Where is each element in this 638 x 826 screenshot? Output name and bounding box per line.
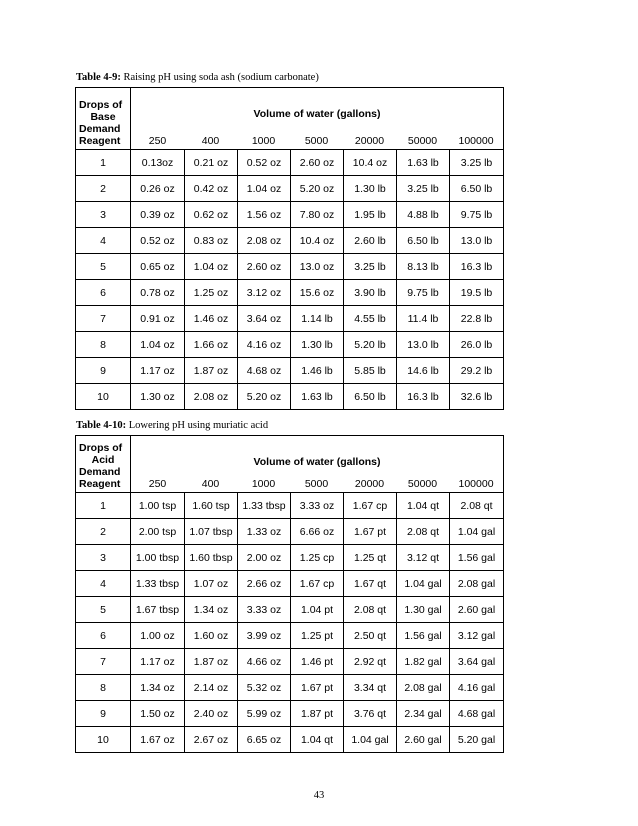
volume-label: 50000 (407, 135, 438, 147)
reagent-drops-cell: 2 (76, 519, 131, 545)
soda-ash-table (75, 87, 504, 410)
dose-cell: 1.50 oz (131, 701, 185, 727)
header-line: Acid (91, 454, 115, 466)
dose-cell: 4.16 gal (450, 675, 504, 701)
table-row (76, 701, 504, 727)
dose-cell: 13.0 oz (291, 254, 344, 280)
page-number: 43 (313, 790, 325, 801)
table-row (76, 384, 504, 410)
reagent-drops-cell: 10 (76, 384, 131, 410)
dose-cell: 2.08 qt (344, 597, 397, 623)
dose-cell: 3.64 gal (450, 649, 504, 675)
dose-cell: 1.25 oz (185, 280, 238, 306)
dose-cell: 0.78 oz (131, 280, 185, 306)
dose-cell: 1.63 lb (397, 150, 450, 176)
dose-cell: 1.60 tsp (185, 493, 238, 519)
reagent-drops-cell: 5 (76, 254, 131, 280)
table-caption (76, 420, 268, 431)
dose-cell: 0.39 oz (131, 202, 185, 228)
dose-cell: 4.88 lb (397, 202, 450, 228)
dose-cell: 5.20 oz (238, 384, 291, 410)
dose-cell: 32.6 lb (450, 384, 504, 410)
dose-cell: 1.00 tbsp (131, 545, 185, 571)
dose-cell: 2.08 qt (397, 519, 450, 545)
dose-cell: 29.2 lb (450, 358, 504, 384)
dose-cell: 3.12 qt (397, 545, 450, 571)
reagent-column-header (76, 88, 131, 150)
reagent-drops-cell: 6 (76, 280, 131, 306)
dose-cell: 1.00 oz (131, 623, 185, 649)
volume-columns (131, 478, 503, 490)
table-row (76, 545, 504, 571)
reagent-drops-cell: 7 (76, 649, 131, 675)
reagent-drops-cell: 3 (76, 545, 131, 571)
dose-cell: 1.04 oz (131, 332, 185, 358)
volume-label: 20000 (354, 135, 385, 147)
dose-cell: 2.08 oz (238, 228, 291, 254)
header-line: Base (90, 111, 116, 123)
reagent-drops-cell: 8 (76, 332, 131, 358)
dose-cell: 2.34 gal (397, 701, 450, 727)
dose-cell: 1.67 pt (344, 519, 397, 545)
table-row (76, 358, 504, 384)
dose-cell: 2.67 oz (185, 727, 238, 753)
dose-cell: 0.26 oz (131, 176, 185, 202)
header-line: Drops of (79, 99, 123, 111)
dose-cell: 7.80 oz (291, 202, 344, 228)
dose-cell: 5.32 oz (238, 675, 291, 701)
dose-cell: 1.46 pt (291, 649, 344, 675)
dose-cell: 3.12 gal (450, 623, 504, 649)
table-row (76, 332, 504, 358)
dose-cell: 2.00 oz (238, 545, 291, 571)
dose-cell: 16.3 lb (397, 384, 450, 410)
dose-cell: 1.66 oz (185, 332, 238, 358)
dose-cell: 5.20 oz (291, 176, 344, 202)
volume-label: 50000 (407, 478, 438, 490)
volume-label: 1000 (251, 478, 276, 490)
dose-cell: 4.16 oz (238, 332, 291, 358)
dose-cell: 1.87 oz (185, 358, 238, 384)
dose-cell: 1.07 oz (185, 571, 238, 597)
dose-cell: 2.66 oz (238, 571, 291, 597)
dose-cell: 1.87 pt (291, 701, 344, 727)
dose-cell: 0.52 oz (238, 150, 291, 176)
dose-cell: 0.13oz (131, 150, 185, 176)
dose-cell: 2.40 oz (185, 701, 238, 727)
volume-label: 100000 (458, 478, 494, 490)
dose-cell: 15.6 oz (291, 280, 344, 306)
dose-cell: 1.33 oz (238, 519, 291, 545)
header-line: Demand (79, 123, 121, 135)
volume-label: 250 (148, 135, 167, 147)
dose-cell: 6.65 oz (238, 727, 291, 753)
dose-cell: 1.33 tbsp (238, 493, 291, 519)
dose-cell: 11.4 lb (397, 306, 450, 332)
reagent-drops-cell: 4 (76, 571, 131, 597)
dose-cell: 0.91 oz (131, 306, 185, 332)
dose-cell: 3.33 oz (291, 493, 344, 519)
dose-cell: 1.04 gal (344, 727, 397, 753)
dose-cell: 22.8 lb (450, 306, 504, 332)
dose-cell: 1.30 lb (291, 332, 344, 358)
header-line: Demand (79, 466, 121, 478)
reagent-drops-cell: 10 (76, 727, 131, 753)
reagent-drops-cell: 6 (76, 623, 131, 649)
dose-cell: 10.4 oz (291, 228, 344, 254)
muriatic-acid-table (75, 435, 504, 753)
dose-cell: 1.67 cp (291, 571, 344, 597)
dose-cell: 19.5 lb (450, 280, 504, 306)
dose-cell: 1.30 lb (344, 176, 397, 202)
dose-cell: 13.0 lb (397, 332, 450, 358)
dose-cell: 2.60 lb (344, 228, 397, 254)
dose-cell: 5.20 lb (344, 332, 397, 358)
dose-cell: 1.04 qt (397, 493, 450, 519)
table-row (76, 623, 504, 649)
table-row (76, 150, 504, 176)
dose-cell: 4.68 oz (238, 358, 291, 384)
table-row (76, 280, 504, 306)
dose-cell: 1.30 gal (397, 597, 450, 623)
volume-header: Volume of water (gallons) (253, 456, 381, 468)
dose-cell: 4.68 gal (450, 701, 504, 727)
dose-cell: 2.08 gal (397, 675, 450, 701)
dose-cell: 1.34 oz (185, 597, 238, 623)
dose-cell: 1.67 oz (131, 727, 185, 753)
dose-cell: 9.75 lb (397, 280, 450, 306)
table-row (76, 571, 504, 597)
table-row (76, 228, 504, 254)
dose-cell: 2.08 qt (450, 493, 504, 519)
volume-header-cell (131, 88, 504, 150)
table-row (76, 519, 504, 545)
dose-cell: 0.83 oz (185, 228, 238, 254)
volume-label: 20000 (354, 478, 385, 490)
dose-cell: 3.12 oz (238, 280, 291, 306)
dose-cell: 6.50 lb (344, 384, 397, 410)
dose-cell: 1.04 gal (397, 571, 450, 597)
dose-cell: 9.75 lb (450, 202, 504, 228)
reagent-drops-cell: 4 (76, 228, 131, 254)
dose-cell: 1.82 gal (397, 649, 450, 675)
dose-cell: 8.13 lb (397, 254, 450, 280)
dose-cell: 1.04 pt (291, 597, 344, 623)
dose-cell: 1.60 oz (185, 623, 238, 649)
dose-cell: 1.46 oz (185, 306, 238, 332)
dose-cell: 1.04 gal (450, 519, 504, 545)
table-caption (76, 72, 319, 83)
volume-label: 250 (148, 478, 167, 490)
dose-cell: 5.85 lb (344, 358, 397, 384)
dose-cell: 1.67 pt (291, 675, 344, 701)
dose-cell: 1.56 gal (397, 623, 450, 649)
dose-cell: 1.30 oz (131, 384, 185, 410)
dose-cell: 3.25 lb (450, 150, 504, 176)
table-caption-text: Lowering pH using muriatic acid (128, 420, 269, 431)
dose-cell: 1.67 tbsp (131, 597, 185, 623)
dose-cell: 26.0 lb (450, 332, 504, 358)
dose-cell: 1.33 tbsp (131, 571, 185, 597)
volume-label: 5000 (304, 478, 329, 490)
dose-cell: 1.67 qt (344, 571, 397, 597)
dose-cell: 1.25 cp (291, 545, 344, 571)
header-line: Drops of (79, 442, 123, 454)
dose-cell: 1.14 lb (291, 306, 344, 332)
dose-cell: 2.60 oz (238, 254, 291, 280)
table-caption-label: Table 4-10: (76, 420, 127, 431)
table-row (76, 202, 504, 228)
dose-cell: 3.25 lb (397, 176, 450, 202)
reagent-column-header (76, 436, 131, 493)
dose-cell: 13.0 lb (450, 228, 504, 254)
reagent-drops-cell: 1 (76, 150, 131, 176)
dose-cell: 0.62 oz (185, 202, 238, 228)
dose-cell: 1.04 qt (291, 727, 344, 753)
dose-cell: 14.6 lb (397, 358, 450, 384)
table-header-row (76, 88, 504, 150)
volume-label: 100000 (458, 135, 494, 147)
dose-cell: 1.17 oz (131, 358, 185, 384)
dose-cell: 3.99 oz (238, 623, 291, 649)
dose-cell: 1.95 lb (344, 202, 397, 228)
dose-cell: 4.55 lb (344, 306, 397, 332)
dose-cell: 1.04 oz (185, 254, 238, 280)
table-row (76, 176, 504, 202)
volume-label: 400 (201, 478, 220, 490)
reagent-drops-cell: 2 (76, 176, 131, 202)
table-row (76, 597, 504, 623)
dose-cell: 2.00 tsp (131, 519, 185, 545)
volume-columns (131, 135, 503, 147)
dose-cell: 1.60 tbsp (185, 545, 238, 571)
dose-cell: 1.56 oz (238, 202, 291, 228)
dose-cell: 6.66 oz (291, 519, 344, 545)
volume-label: 400 (201, 135, 220, 147)
dose-cell: 1.00 tsp (131, 493, 185, 519)
dose-cell: 1.25 pt (291, 623, 344, 649)
dose-cell: 3.76 qt (344, 701, 397, 727)
dose-cell: 2.14 oz (185, 675, 238, 701)
dose-cell: 2.08 oz (185, 384, 238, 410)
table-row (76, 254, 504, 280)
table-header-row (76, 436, 504, 493)
table-row (76, 727, 504, 753)
dose-cell: 5.20 gal (450, 727, 504, 753)
reagent-drops-cell: 9 (76, 358, 131, 384)
reagent-drops-cell: 1 (76, 493, 131, 519)
volume-header-cell (131, 436, 504, 493)
dose-cell: 1.17 oz (131, 649, 185, 675)
dose-cell: 1.46 lb (291, 358, 344, 384)
header-line: Reagent (79, 478, 121, 490)
reagent-drops-cell: 3 (76, 202, 131, 228)
dose-cell: 1.67 cp (344, 493, 397, 519)
table-caption-text: Raising pH using soda ash (sodium carbonate) (123, 72, 319, 83)
dose-cell: 1.63 lb (291, 384, 344, 410)
reagent-drops-cell: 7 (76, 306, 131, 332)
dose-cell: 16.3 lb (450, 254, 504, 280)
header-line: Reagent (79, 135, 121, 147)
dose-cell: 2.60 gal (397, 727, 450, 753)
dose-cell: 1.56 gal (450, 545, 504, 571)
table-row (76, 306, 504, 332)
table-row (76, 649, 504, 675)
reagent-drops-cell: 9 (76, 701, 131, 727)
volume-label: 1000 (251, 135, 276, 147)
dose-cell: 1.25 qt (344, 545, 397, 571)
dose-cell: 3.64 oz (238, 306, 291, 332)
dose-cell: 6.50 lb (450, 176, 504, 202)
dose-cell: 5.99 oz (238, 701, 291, 727)
dose-cell: 4.66 oz (238, 649, 291, 675)
dose-cell: 0.42 oz (185, 176, 238, 202)
dose-cell: 1.07 tbsp (185, 519, 238, 545)
reagent-drops-cell: 5 (76, 597, 131, 623)
dose-cell: 2.60 gal (450, 597, 504, 623)
dose-cell: 3.90 lb (344, 280, 397, 306)
dose-cell: 3.33 oz (238, 597, 291, 623)
volume-header: Volume of water (gallons) (253, 108, 381, 120)
table-row (76, 675, 504, 701)
dose-cell: 1.34 oz (131, 675, 185, 701)
dose-cell: 2.50 qt (344, 623, 397, 649)
dose-cell: 0.52 oz (131, 228, 185, 254)
table-row (76, 493, 504, 519)
dose-cell: 6.50 lb (397, 228, 450, 254)
dose-cell: 3.34 qt (344, 675, 397, 701)
dose-cell: 1.87 oz (185, 649, 238, 675)
dose-cell: 2.08 gal (450, 571, 504, 597)
reagent-drops-cell: 8 (76, 675, 131, 701)
dose-cell: 2.92 qt (344, 649, 397, 675)
volume-label: 5000 (304, 135, 329, 147)
table-caption-label: Table 4-9: (76, 72, 121, 83)
dose-cell: 0.21 oz (185, 150, 238, 176)
dose-cell: 10.4 oz (344, 150, 397, 176)
dose-cell: 0.65 oz (131, 254, 185, 280)
dose-cell: 1.04 oz (238, 176, 291, 202)
dose-cell: 3.25 lb (344, 254, 397, 280)
dose-cell: 2.60 oz (291, 150, 344, 176)
